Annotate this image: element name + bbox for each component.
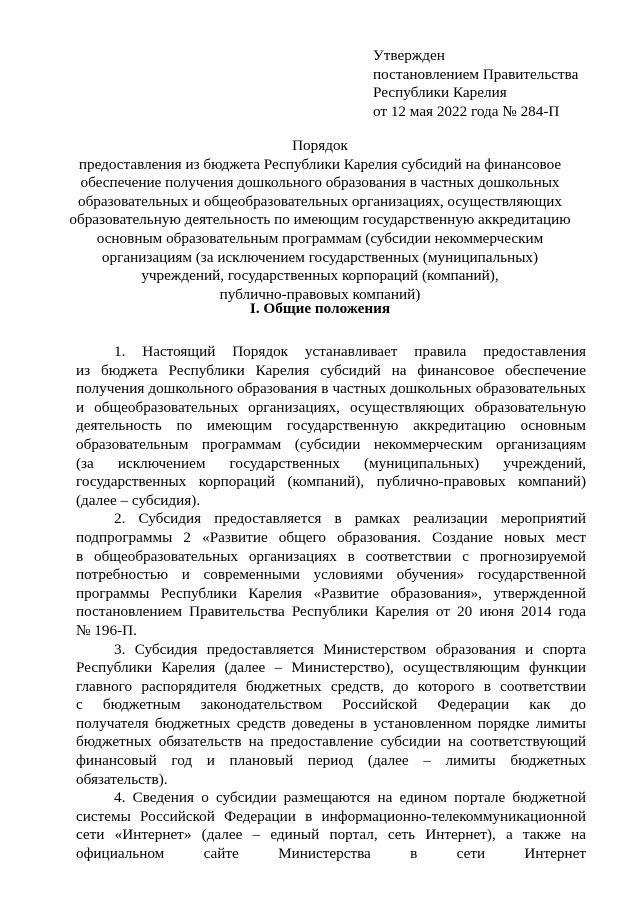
title-line: Порядок <box>292 137 348 154</box>
paragraph-line: системы Российской Федерации в информационно-телекоммуникационной <box>76 807 586 825</box>
paragraph-line: 3. Субсидия предоставляется Министерством образования и спорта <box>114 640 586 658</box>
paragraph-line: получателя бюджетных средств доведены в установленном порядке лимиты <box>76 714 586 732</box>
approval-line: Республики Карелия <box>373 84 507 102</box>
title-line: предоставления из бюджета Республики Карелия субсидий на финансовое <box>78 155 562 173</box>
paragraph-line: бюджетных обязательств на предоставление субсидии на соответствующий <box>76 733 586 751</box>
title-line: публично-правовых компаний) <box>219 285 421 303</box>
paragraph-line: подпрограммы 2 «Развитие общего образования. Создание новых мест <box>76 528 586 546</box>
paragraph-line: № 196-П. <box>76 621 137 639</box>
paragraph-line: обязательств). <box>76 770 168 788</box>
paragraph-line: (далее – субсидия). <box>76 491 201 509</box>
document-body <box>76 343 586 864</box>
paragraph-line: финансовый год и плановый период (далее – лимиты бюджетных <box>76 752 586 770</box>
approval-line: Утвержден <box>373 47 445 64</box>
paragraph-line: из бюджета Республики Карелия субсидий на финансовое обеспечение <box>76 361 586 379</box>
document-title <box>60 137 580 304</box>
paragraph-line: официальном сайте Министерства в сети Интернет <box>76 845 586 863</box>
paragraph-line: 4. Сведения о субсидии размещаются на едином портале бюджетной <box>114 789 586 807</box>
paragraph-line: 2. Субсидия предоставляется в рамках реализации мероприятий <box>114 510 586 528</box>
title-line: образовательных и общеобразовательных организациях, осуществляющих <box>77 192 563 210</box>
paragraph-line: и общеобразовательных организациях, осуществляющих образовательную <box>76 398 586 416</box>
paragraph-line: государственных корпораций (компаний), публично-правовых компаний) <box>76 473 586 491</box>
approval-stamp <box>373 47 633 121</box>
paragraph-line: потребностью и современными условиями обучения» государственной <box>76 566 586 584</box>
paragraph-3 <box>76 641 586 790</box>
title-line: учреждений, государственных корпораций (компаний), <box>141 267 499 285</box>
approval-line: от 12 мая 2022 года № 284-П <box>373 102 560 120</box>
paragraph-4 <box>76 789 586 863</box>
approval-line: постановлением Правительства <box>373 65 579 83</box>
title-line: организациям (за исключением государственных (муниципальных) <box>101 248 539 266</box>
paragraph-line: (за исключением государственных (муниципальных) учреждений, <box>76 454 586 472</box>
paragraph-line: сети «Интернет» (далее – единый портал, сеть Интернет), а также на <box>76 826 586 844</box>
paragraph-line: с бюджетным законодательством Российской Федерации как до <box>76 696 586 714</box>
paragraph-line: деятельность по имеющим государственную аккредитацию основным <box>76 417 586 435</box>
paragraph-line: Республики Карелия (далее – Министерство), осуществляющим функции <box>76 659 586 677</box>
paragraph-line: в общеобразовательных организациях в соответствии с прогнозируемой <box>76 547 586 565</box>
paragraph-line: получения дошкольного образования в частных дошкольных образовательных <box>76 380 586 398</box>
section-heading: I. Общие положения <box>249 300 391 317</box>
paragraph-2 <box>76 510 586 640</box>
paragraph-line: программы Республики Карелия «Развитие образования», утвержденной <box>76 584 586 602</box>
title-line: образовательную деятельность по имеющим государственную аккредитацию <box>69 211 571 229</box>
paragraph-1 <box>76 343 586 510</box>
paragraph-line: постановлением Правительства Республики Карелия от 20 июня 2014 года <box>76 603 586 621</box>
title-line: основным образовательным программам (субсидии некоммерческим <box>96 229 544 247</box>
title-line: обеспечение получения дошкольного образования в частных дошкольных <box>80 174 560 192</box>
paragraph-line: главного распорядителя бюджетных средств, до которого в соответствии <box>76 677 586 695</box>
paragraph-line: 1. Настоящий Порядок устанавливает правила предоставления <box>114 343 586 360</box>
paragraph-line: образовательным программам (субсидии некоммерческим организациям <box>76 435 586 453</box>
